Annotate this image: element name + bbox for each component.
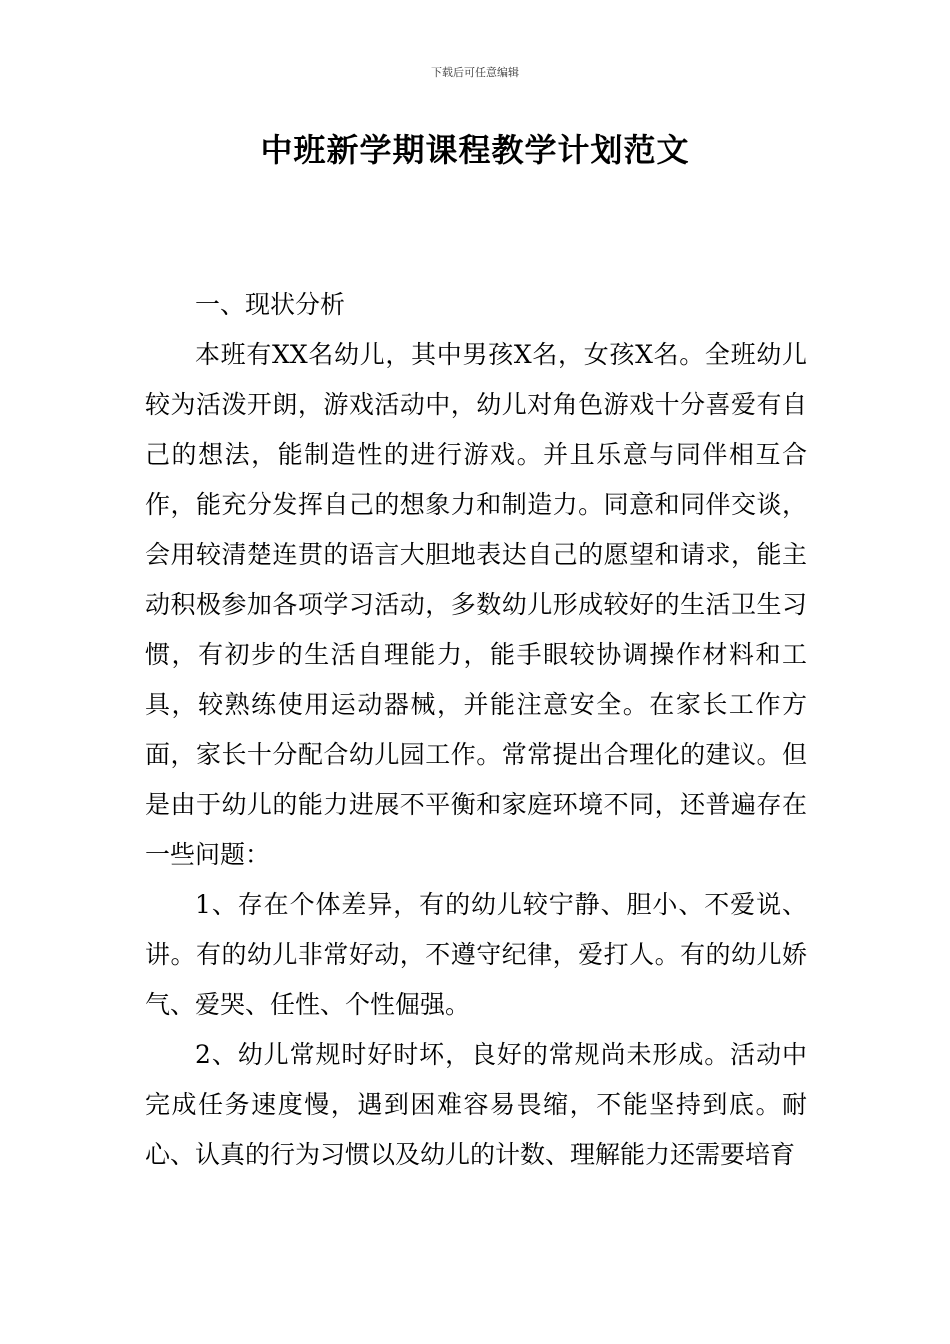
- list-item: 2、幼儿常规时好时坏，良好的常规尚未形成。活动中完成任务速度慢，遇到困难容易畏缩，不能坚持到底。耐心、认真的行为习惯以及幼儿的计数、理解能力还需要培育: [145, 1040, 807, 1169]
- list-item: 1、存在个体差异，有的幼儿较宁静、胆小、不爱说、讲。有的幼儿非常好动，不遵守纪律，爱打人。有的幼儿娇气、爱哭、任性、个性倔强。: [145, 890, 807, 1019]
- document-title: 中班新学期课程教学计划范文: [260, 131, 690, 169]
- section-heading: 一、现状分析: [195, 290, 346, 319]
- document-body: [145, 280, 807, 1180]
- header-note: 下载后可任意编辑: [431, 66, 519, 79]
- body-paragraph: 本班有XX名幼儿，其中男孩X名，女孩X名。全班幼儿较为活泼开朗，游戏活动中，幼儿对角色游戏十分喜爱有自己的想法，能制造性的进行游戏。并且乐意与同伴相互合作，能充分发挥自己的想象力和制造力。同意和同伴交谈，会用较清楚连贯的语言大胆地表达自己的愿望和请求，能主动积极参加各项学习活动，多数幼儿形成较好的生活卫生习惯，有初步的生活自理能力，能手眼较协调操作材料和工具，较熟练使用运动器械，并能注意安全。在家长工作方面，家长十分配合幼儿园工作。常常提出合理化的建议。但是由于幼儿的能力进展不平衡和家庭环境不同，还普遍存在一些问题：: [145, 340, 807, 869]
